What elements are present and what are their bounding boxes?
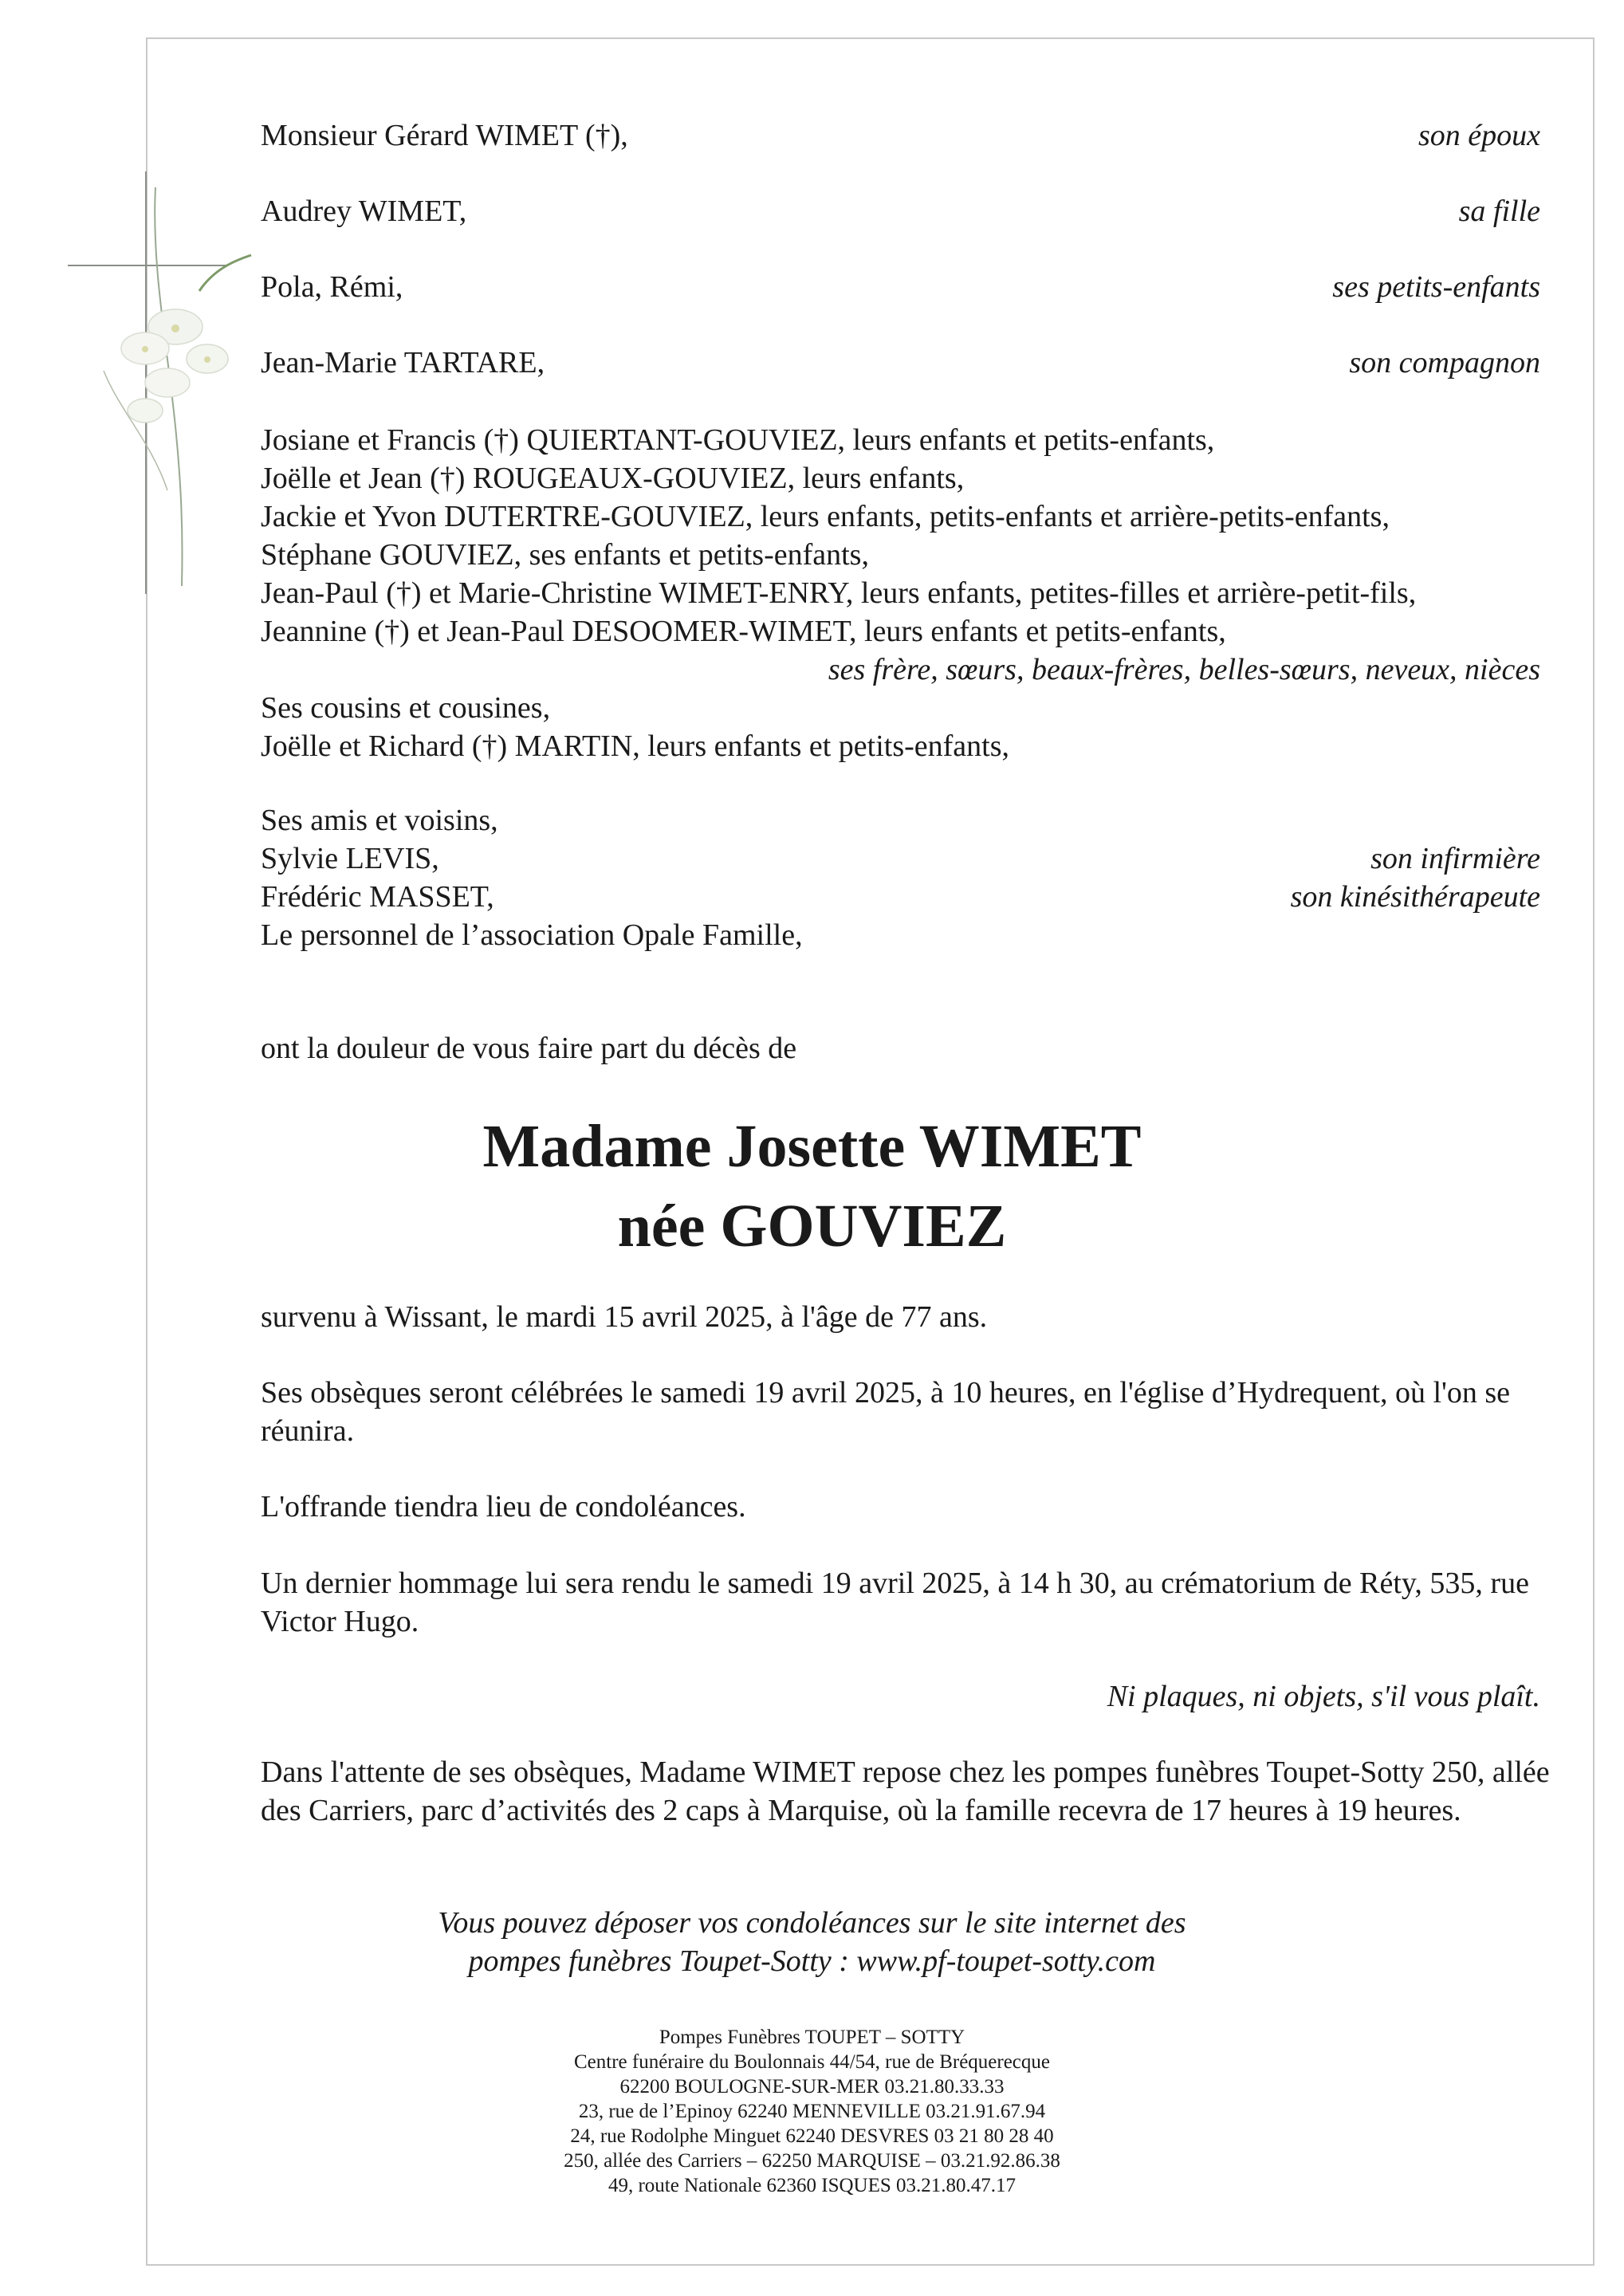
offering-details: L'offrande tiendra lieu de condoléances. [261,1490,746,1523]
footer-line: Centre funéraire du Boulonnais 44/54, rue de Bréquerecque [573,2051,1050,2073]
family-relation-2: sa fille [1458,195,1540,228]
family-name-2: Audrey WIMET, [261,195,467,228]
friends-line: Frédéric MASSET, [261,880,494,914]
cousins-block [261,689,1009,765]
footer-line: 23, rue de l’Epinoy 62240 MENNEVILLE 03.21.91.67.94 [578,2101,1046,2122]
footer-line: 62200 BOULOGNE-SUR-MER 03.21.80.33.33 [619,2076,1005,2097]
tribute-details: Un dernier hommage lui sera rendu le samedi 19 avril 2025, à 14 h 30, au crématorium de Réty, 535, rue Victor Hugo. [261,1567,1529,1638]
siblings-relation: ses frère, sœurs, beaux-frères, belles-sœurs, neveux, nièces [828,653,1540,686]
family-relation-4: son compagnon [1349,346,1540,379]
cousins-line: Joëlle et Richard (†) MARTIN, leurs enfants et petits-enfants, [261,729,1009,763]
footer-line: Pompes Funèbres TOUPET – SOTTY [659,2027,965,2048]
death-details: survenu à Wissant, le mardi 15 avril 2025, à l'âge de 77 ans. [261,1300,988,1334]
condolences-line-1: Vous pouvez déposer vos condoléances sur le site internet des [438,1906,1186,1940]
friends-block [261,801,803,954]
announcement-text: ont la douleur de vous faire part du décès de [261,1032,797,1065]
family-name-1: Monsieur Gérard WIMET (†), [261,119,628,152]
sibling-line: Joëlle et Jean (†) ROUGEAUX-GOUVIEZ, leurs enfants, [261,462,965,495]
friends-line: Le personnel de l’association Opale Famille, [261,918,803,952]
funeral-home-footer [0,2025,1624,2198]
funeral-details: Ses obsèques seront célébrées le samedi 19 avril 2025, à 10 heures, en l'église d’Hydrequent, où l'on se réunira. [261,1376,1511,1448]
family-name-3: Pola, Rémi, [261,270,403,304]
deceased-maiden-name: née GOUVIEZ [617,1193,1007,1260]
footer-line: 250, allée des Carriers – 62250 MARQUISE – 03.21.92.86.38 [564,2150,1060,2172]
cousins-line: Ses cousins et cousines, [261,691,551,725]
sibling-line: Josiane et Francis (†) QUIERTANT-GOUVIEZ, leurs enfants et petits-enfants, [261,423,1215,457]
friends-line: Ses amis et voisins, [261,804,498,837]
friends-relation-physio: son kinésithérapeute [1290,880,1540,914]
cross-orchid-decoration [56,171,263,602]
siblings-list [261,421,1416,651]
sibling-line: Jean-Paul (†) et Marie-Christine WIMET-ENRY, leurs enfants, petites-filles et arrière-petit-fils, [261,576,1417,610]
footer-line: 49, route Nationale 62360 ISQUES 03.21.80.47.17 [608,2175,1016,2196]
friends-line: Sylvie LEVIS, [261,842,439,875]
sibling-line: Jeannine (†) et Jean-Paul DESOOMER-WIMET, leurs enfants et petits-enfants, [261,615,1226,648]
no-flowers-note: Ni plaques, ni objets, s'il vous plaît. [1107,1680,1540,1713]
sibling-line: Jackie et Yvon DUTERTRE-GOUVIEZ, leurs enfants, petits-enfants et arrière-petits-enfants, [261,500,1390,533]
rest-details: Dans l'attente de ses obsèques, Madame WIMET repose chez les pompes funèbres Toupet-Sotty 250, allée des Carriers, parc d’activités des 2 caps à Marquise, où la famille recevra de 17 heures à 19 heures. [261,1755,1550,1827]
family-relation-3: ses petits-enfants [1332,270,1540,304]
family-name-4: Jean-Marie TARTARE, [261,346,545,379]
condolences-line-2: pompes funèbres Toupet-Sotty : www.pf-toupet-sotty.com [468,1944,1156,1978]
footer-line: 24, rue Rodolphe Minguet 62240 DESVRES 03 21 80 28 40 [570,2125,1054,2147]
friends-relation-nurse: son infirmière [1370,842,1540,875]
sibling-line: Stéphane GOUVIEZ, ses enfants et petits-enfants, [261,538,869,572]
family-relation-1: son époux [1418,119,1540,152]
deceased-name: Madame Josette WIMET [482,1113,1142,1180]
